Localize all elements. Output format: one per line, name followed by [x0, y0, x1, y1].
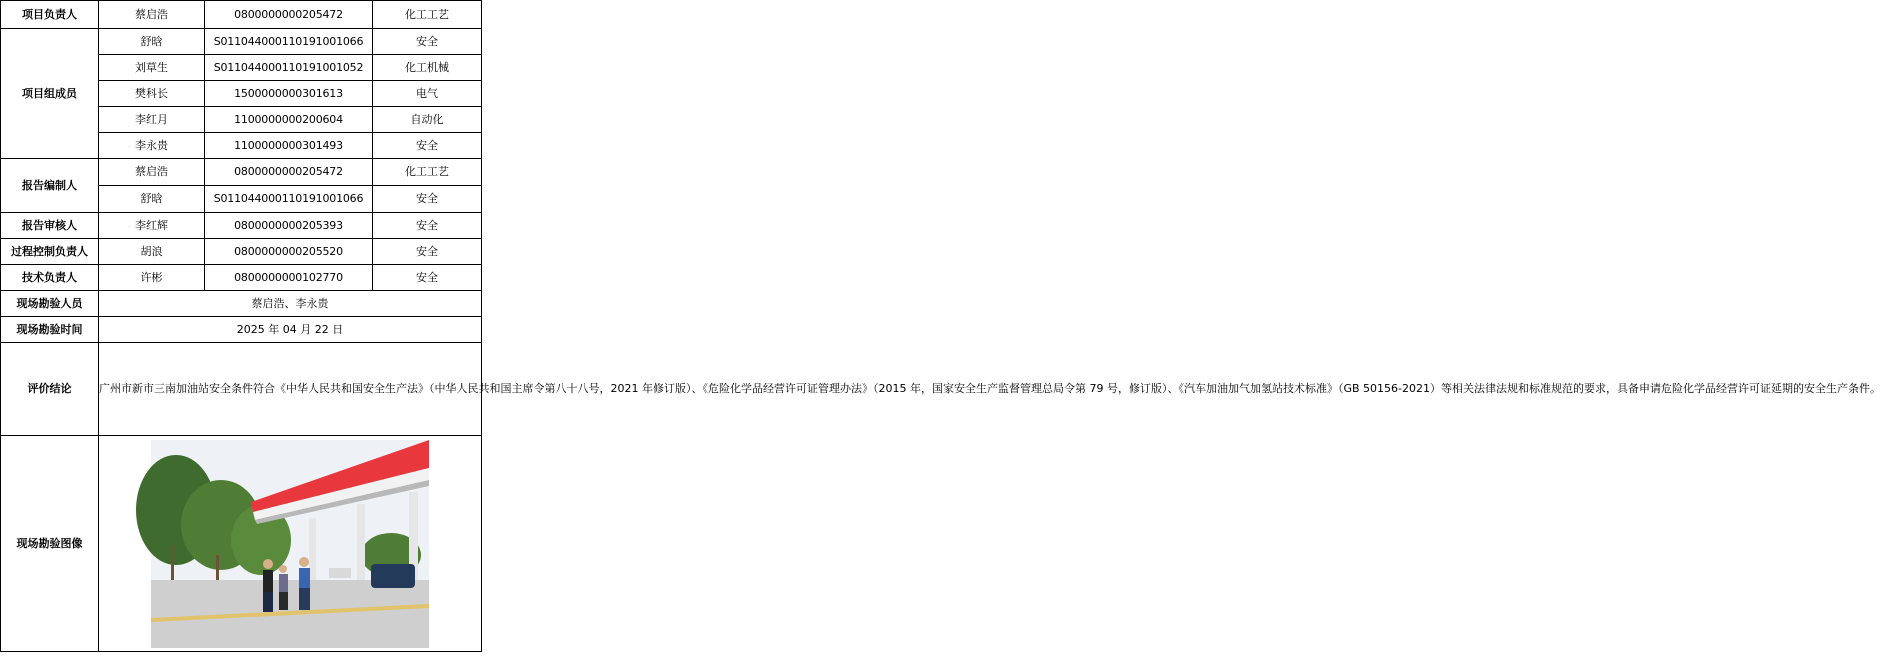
- writer-name: 舒晗: [99, 186, 205, 213]
- report-writers-label: 报告编制人: [1, 159, 99, 213]
- member-major: 安全: [373, 133, 482, 159]
- technical-leader-name: 许彬: [99, 265, 205, 291]
- member-major: 自动化: [373, 107, 482, 133]
- member-name: 李永贵: [99, 133, 205, 159]
- site-survey-time-label: 现场勘验时间: [1, 317, 99, 343]
- site-photo: [151, 440, 429, 648]
- site-photo-label: 现场勘验图像: [1, 436, 99, 652]
- table-row: [1, 239, 482, 265]
- table-row: [1, 29, 482, 55]
- site-photo-cell: [99, 436, 482, 652]
- car-blue: [371, 564, 415, 588]
- project-members-label: 项目组成员: [1, 29, 99, 159]
- report-reviewer-label: 报告审核人: [1, 213, 99, 239]
- site-survey-staff-value: 蔡启浩、李永贵: [99, 291, 482, 317]
- car-white: [329, 568, 351, 578]
- evaluation-label: 评价结论: [1, 343, 99, 436]
- member-name: 刘草生: [99, 55, 205, 81]
- report-reviewer-name: 李红辉: [99, 213, 205, 239]
- table-row: [1, 291, 482, 317]
- process-control-major: 安全: [373, 239, 482, 265]
- process-control-cert: 0800000000205520: [205, 239, 373, 265]
- member-major: 电气: [373, 81, 482, 107]
- process-control-name: 胡浪: [99, 239, 205, 265]
- technical-leader-cert: 0800000000102770: [205, 265, 373, 291]
- member-cert: 1500000000301613: [205, 81, 373, 107]
- member-name: 舒晗: [99, 29, 205, 55]
- table-row: [1, 213, 482, 239]
- member-name: 李红月: [99, 107, 205, 133]
- member-major: 化工机械: [373, 55, 482, 81]
- table-row: [1, 159, 482, 186]
- evaluation-text: 广州市新市三南加油站安全条件符合《中华人民共和国安全生产法》（中华人民共和国主席令第八十八号，2021 年修订版）、《危险化学品经营许可证管理办法》（2015 年，国家安全生产监督管理总局令第 79 号，修订版）、《汽车加油加气加氢站技术标准》（GB 50156-2021）等相关法律法规和标准规范的要求，具备申请危险化学品经营许可证延期的安全生产条件。: [99, 343, 482, 436]
- table-row: [1, 436, 482, 652]
- table-row: [1, 1, 482, 29]
- project-leader-name: 蔡启浩: [99, 1, 205, 29]
- technical-leader-label: 技术负责人: [1, 265, 99, 291]
- project-leader-cert: 0800000000205472: [205, 1, 373, 29]
- report-reviewer-major: 安全: [373, 213, 482, 239]
- member-major: 安全: [373, 29, 482, 55]
- member-cert: 1100000000301493: [205, 133, 373, 159]
- project-leader-major: 化工工艺: [373, 1, 482, 29]
- member-cert: S011044000110191001052: [205, 55, 373, 81]
- table-row: [1, 343, 482, 436]
- site-survey-staff-label: 现场勘验人员: [1, 291, 99, 317]
- project-leader-label: 项目负责人: [1, 1, 99, 29]
- writer-cert: S011044000110191001066: [205, 186, 373, 213]
- report-reviewer-cert: 0800000000205393: [205, 213, 373, 239]
- writer-name: 蔡启浩: [99, 159, 205, 186]
- table-row: [1, 317, 482, 343]
- writer-cert: 0800000000205472: [205, 159, 373, 186]
- technical-leader-major: 安全: [373, 265, 482, 291]
- member-cert: S011044000110191001066: [205, 29, 373, 55]
- member-cert: 1100000000200604: [205, 107, 373, 133]
- site-survey-time-value: 2025 年 04 月 22 日: [99, 317, 482, 343]
- writer-major: 化工工艺: [373, 159, 482, 186]
- table-row: [1, 265, 482, 291]
- writer-major: 安全: [373, 186, 482, 213]
- process-control-label: 过程控制负责人: [1, 239, 99, 265]
- member-name: 樊科长: [99, 81, 205, 107]
